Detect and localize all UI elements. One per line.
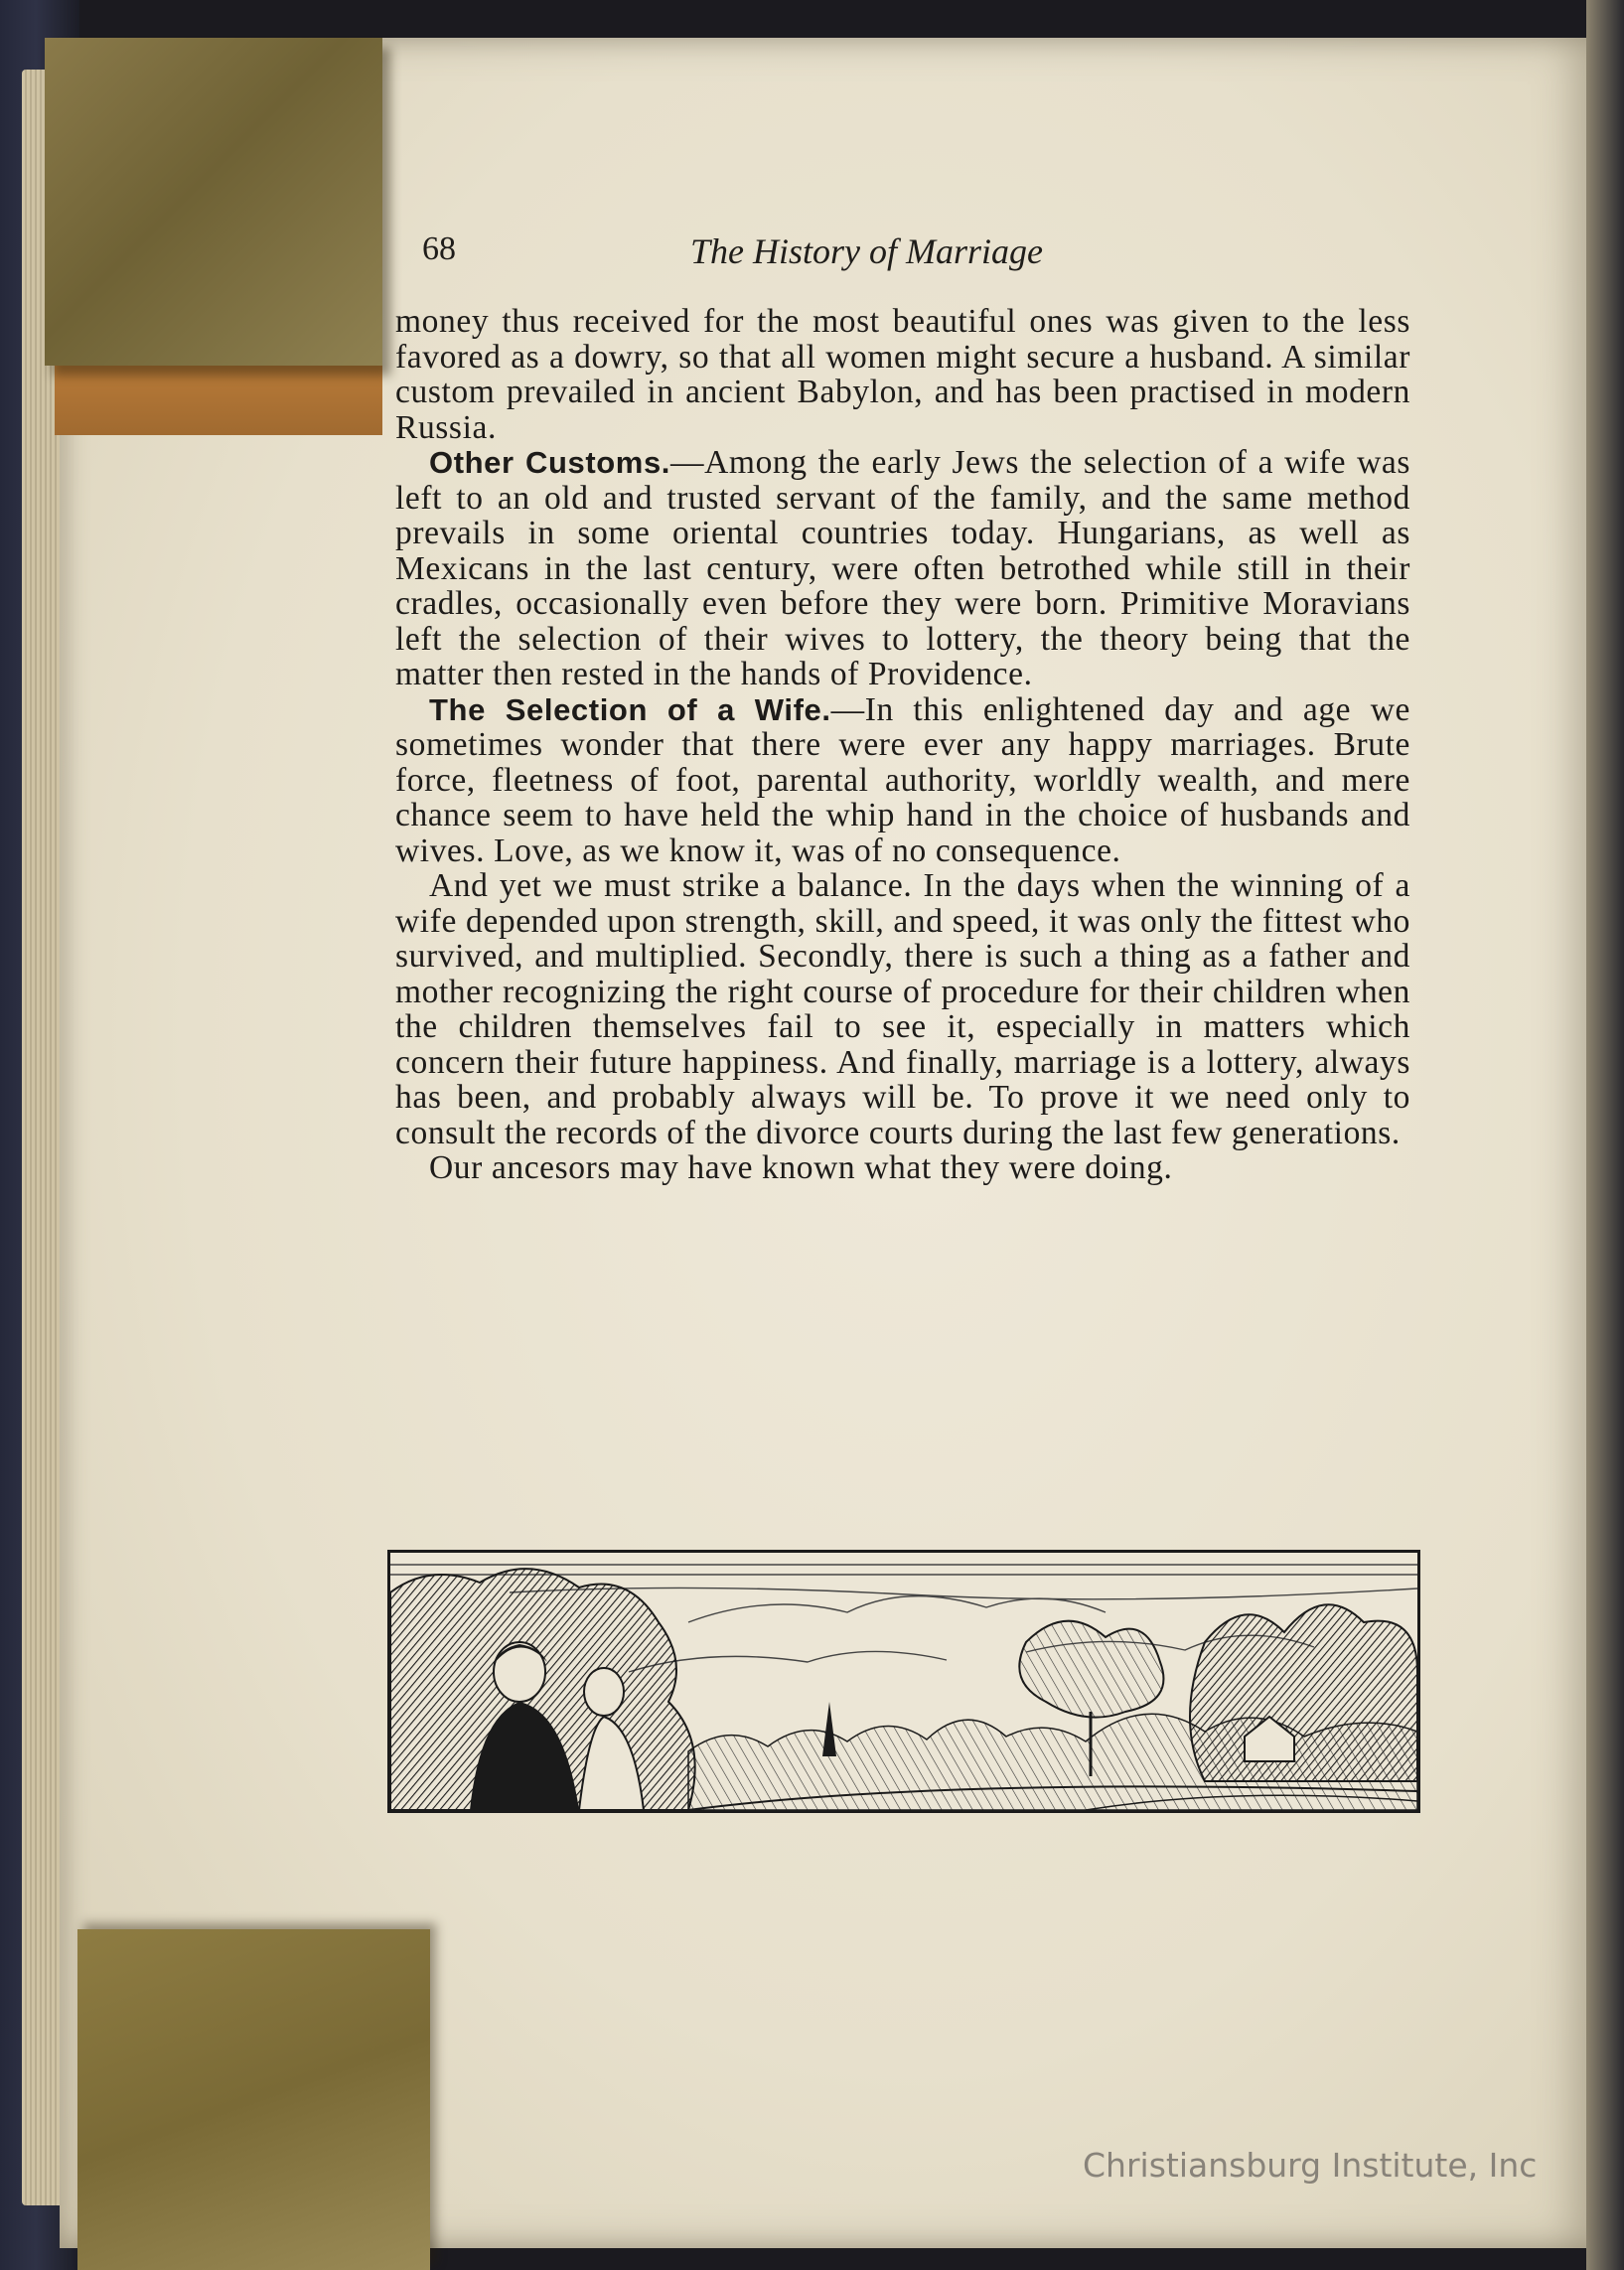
paragraph <box>395 445 1410 692</box>
paragraph: Our ancesors may have known what they were doing. <box>429 1149 1173 1186</box>
body-text <box>395 304 1410 1186</box>
section-heading: Other Customs. <box>429 445 671 480</box>
corner-protector-bottom <box>77 1929 430 2270</box>
engraving-drawing <box>390 1553 1417 1810</box>
paragraph-text: —In this enlightened day and age we sometimes wonder that there were ever any happy marriages. Brute force, fleetness of foot, parental authority, worldly wealth, and mere chance seem to have held the whip hand in the choice of husbands and wives. Love, as we know it, was of no consequence. <box>395 690 1411 869</box>
engraving-illustration <box>387 1550 1420 1813</box>
page-number: 68 <box>422 230 456 267</box>
page-header <box>422 230 1122 280</box>
corner-protector-top <box>45 38 382 366</box>
section-heading: The Selection of a Wife. <box>429 691 831 727</box>
running-title: The History of Marriage <box>690 231 1043 271</box>
watermark: Christiansburg Institute, Inc <box>1083 2146 1538 2185</box>
paragraph: money thus received for the most beautiful ones was given to the less favored as a dowry, so that all women might secure a husband. A similar custom prevailed in ancient Babylon, and has been practised in modern Russia. <box>395 303 1410 446</box>
paragraph-text: —Among the early Jews the selection of a wife was left to an old and trusted servant of the family, and the same method prevails in some oriental countries today. Hungarians, as well as Mexicans in the last century, were often betrothed while still in their cradles, occasionally even before they were born. Primitive Moravians left the selection of their wives to lottery, the theory being that the matter then rested in the hands of Providence. <box>395 444 1410 692</box>
corner-tab-shadow <box>55 366 382 435</box>
book-gutter <box>1586 0 1624 2270</box>
paragraph <box>395 692 1410 869</box>
paragraph: And yet we must strike a balance. In the days when the winning of a wife depended upon strength, skill, and speed, it was only the fittest who survived, and multiplied. Secondly, there is such a thing as a father and mother recognizing the right course of procedure for their children when the children themselves fail to see it, especially in matters which concern their future happiness. And finally, marriage is a lottery, always has been, and probably always will be. To prove it we need only to consult the records of the divorce courts during the last few generations. <box>395 867 1410 1151</box>
